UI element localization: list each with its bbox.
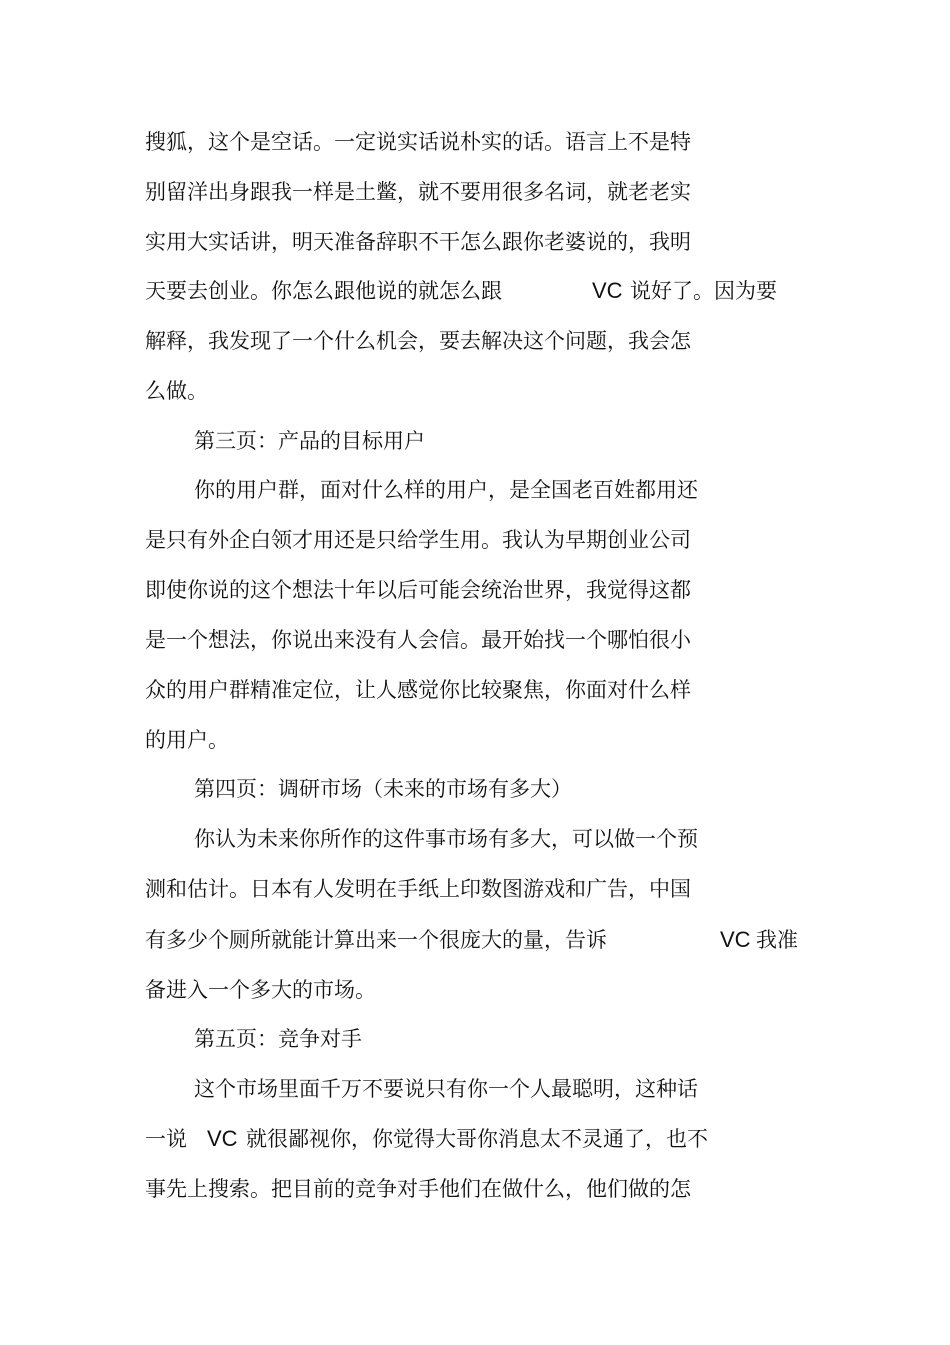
vc-term: VC (720, 927, 751, 952)
text-line: 天要去创业。你怎么跟他说的就怎么跟 (145, 279, 502, 303)
vc-term: VC (592, 278, 623, 303)
vc-term: VC (207, 1126, 238, 1151)
text-line: 测和估计。日本有人发明在手纸上印数图游戏和广告，中国 (145, 877, 691, 901)
section-heading: 第三页：产品的目标用户 (194, 429, 425, 453)
text-line: 是只有外企白领才用还是只给学生用。我认为早期创业公司 (145, 528, 691, 552)
text-line: 搜狐，这个是空话。一定说实话说朴实的话。语言上不是特 (145, 130, 691, 154)
text-line: 你的用户群，面对什么样的用户，是全国老百姓都用还 (194, 478, 698, 502)
text-line: 这个市场里面千万不要说只有你一个人最聪明，这种话 (194, 1077, 698, 1101)
text-line: 有多少个厕所就能计算出来一个很庞大的量，告诉 (145, 928, 607, 952)
text-line: 即使你说的这个想法十年以后可能会统治世界，我觉得这都 (145, 578, 691, 602)
section-heading: 第四页：调研市场（未来的市场有多大） (194, 777, 572, 801)
text-line: 是一个想法，你说出来没有人会信。最开始找一个哪怕很小 (145, 628, 691, 652)
text-line: 别留洋出身跟我一样是土鳖，就不要用很多名词，就老老实 (145, 180, 691, 204)
text-line: 么做。 (145, 379, 208, 403)
text-line: 众的用户群精准定位，让人感觉你比较聚焦，你面对什么样 (145, 678, 691, 702)
text-line: 备进入一个多大的市场。 (145, 978, 376, 1002)
text-line: 事先上搜索。把目前的竞争对手他们在做什么，他们做的怎 (145, 1177, 691, 1201)
text-line: 我准 (756, 928, 798, 952)
text-line: 一说 (145, 1127, 187, 1151)
text-line: 实用大实话讲，明天准备辞职不干怎么跟你老婆说的，我明 (145, 230, 691, 254)
text-line: 你认为未来你所作的这件事市场有多大，可以做一个预 (194, 827, 698, 851)
text-line: 就很鄙视你，你觉得大哥你消息太不灵通了，也不 (246, 1127, 708, 1151)
text-line: 说好了。因为要 (630, 279, 777, 303)
text-line: 解释，我发现了一个什么机会，要去解决这个问题，我会怎 (145, 329, 691, 353)
section-heading: 第五页：竞争对手 (194, 1027, 362, 1051)
text-line: 的用户。 (145, 728, 229, 752)
